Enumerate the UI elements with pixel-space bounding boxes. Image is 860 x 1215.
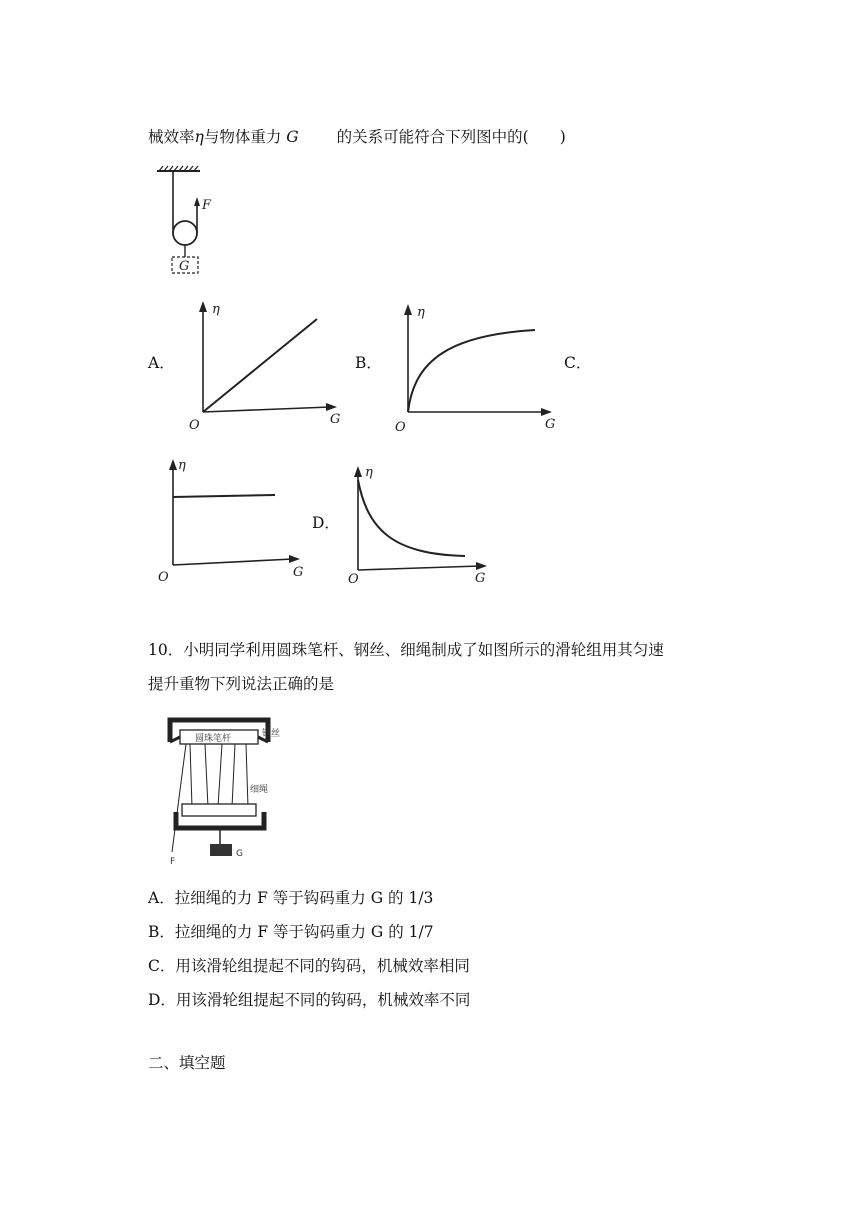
x-axis-label: G — [330, 412, 341, 427]
steel-wire-label: 钢丝 — [262, 729, 280, 739]
option-10-c[interactable]: C．用该滑轮组提起不同的钩码，机械效率相同 — [148, 957, 470, 975]
question-10-line-1: 10．小明同学利用圆珠笔杆、钢丝、细绳制成了如图所示的滑轮组用其匀速 — [148, 641, 664, 659]
pen-barrel-label: 圆珠笔杆 — [195, 734, 232, 744]
option-10-b[interactable]: B．拉细绳的力 F 等于钩码重力 G 的 1/7 — [148, 923, 434, 941]
eta-symbol: η — [194, 128, 204, 146]
graph-a — [185, 297, 350, 432]
option-10-a[interactable]: A．拉细绳的力 F 等于钩码重力 G 的 1/3 — [148, 889, 434, 907]
option-c-label[interactable]: C． — [564, 354, 592, 372]
pen-pulley-figure — [160, 712, 280, 867]
graph-b — [390, 300, 565, 435]
question-9-stem — [148, 127, 566, 147]
option-b-label[interactable]: B． — [355, 354, 382, 372]
force-label: F — [170, 857, 176, 867]
section-2-title: 二、填空题 — [148, 1054, 226, 1072]
option-10-d[interactable]: D．用该滑轮组提起不同的钩码，机械效率不同 — [148, 991, 471, 1009]
stem-text-3: 的关系可能符合下列图中的( ) — [336, 128, 566, 146]
question-10-line-2: 提升重物下列说法正确的是 — [148, 675, 335, 693]
weight-label: G — [179, 259, 190, 274]
option-a-label[interactable]: A． — [148, 354, 175, 372]
y-axis-label: η — [417, 305, 425, 320]
force-label: F — [202, 198, 212, 213]
stem-text-2: 与物体重力 — [203, 128, 282, 146]
stem-text-1: 械效率 — [148, 128, 195, 146]
g-symbol: G — [286, 128, 299, 146]
origin-label: O — [189, 418, 200, 432]
option-d-label[interactable]: D． — [312, 514, 340, 532]
graph-c — [155, 455, 315, 590]
rope-label: 细绳 — [250, 785, 269, 795]
graph-d — [340, 462, 500, 597]
origin-label: O — [395, 420, 406, 435]
x-axis-label: G — [293, 565, 304, 580]
y-axis-label: η — [365, 465, 373, 480]
single-pulley-figure — [150, 165, 220, 280]
y-axis-label: η — [178, 458, 186, 473]
origin-label: O — [158, 570, 169, 585]
x-axis-label: G — [475, 571, 486, 586]
weight-label: G — [236, 849, 243, 859]
y-axis-label: η — [212, 302, 220, 317]
x-axis-label: G — [545, 417, 556, 432]
origin-label: O — [348, 572, 359, 587]
